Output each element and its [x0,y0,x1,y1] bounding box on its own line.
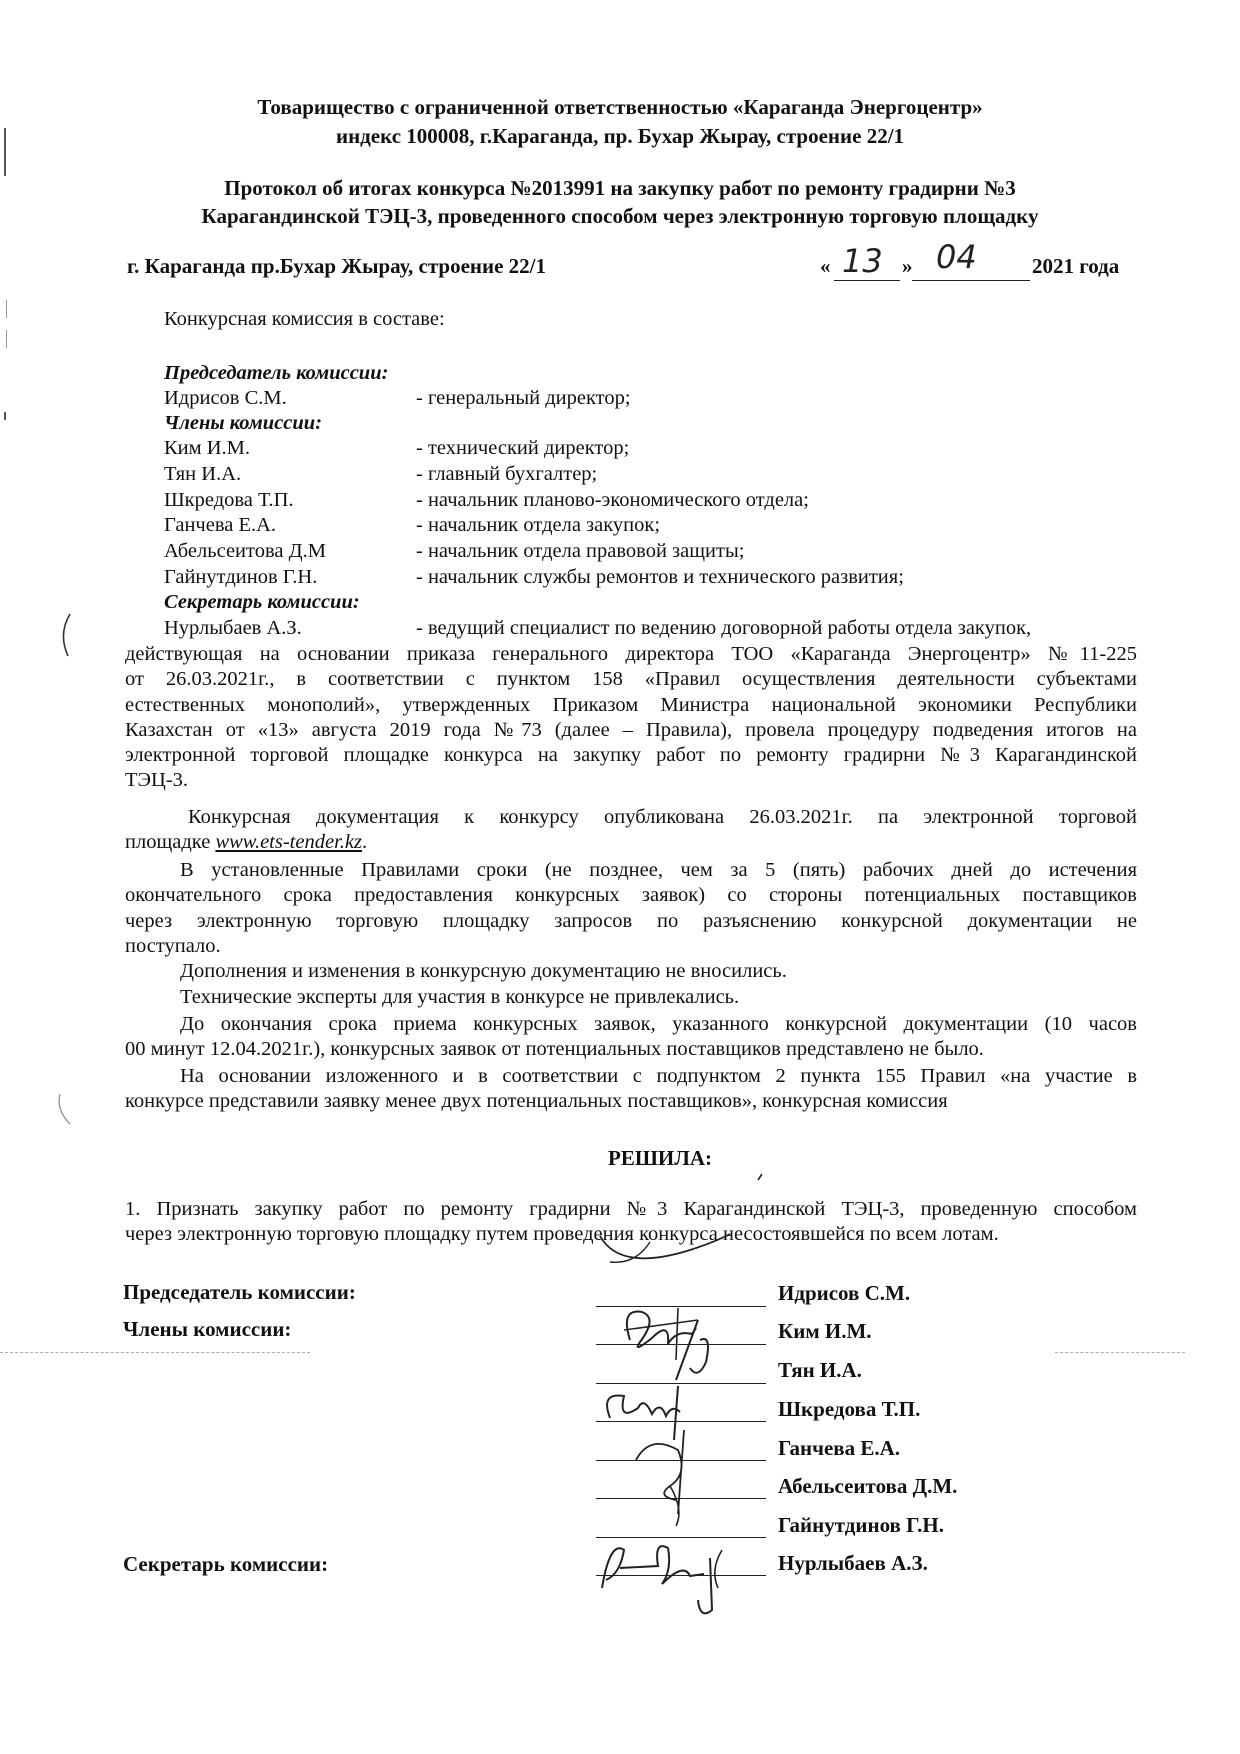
date-month-handwritten: 04 [936,238,977,276]
secretary-role: - ведущий специалист по ведению договорной работы отдела закупок, [416,617,1032,639]
paragraph-line: В установленные Правилами сроки (не позднее, чем за 5 (пять) рабочих дней до истечения [180,859,1137,881]
paragraph-line: от 26.03.2021г., в соответствии с пунктом 158 «Правил осуществления деятельности субъектами [125,668,1137,691]
member-role: - начальник службы ремонтов и технического развития; [416,566,904,588]
sign-secretary-label: Секретарь комиссии: [123,1552,329,1576]
protocol-title-line-1: Протокол об итогах конкурса №2013991 на закупку работ по ремонту градирни №3 [224,176,1016,200]
date-quote-open: « [820,254,831,278]
scan-edge-mark [6,330,7,348]
paragraph-publication [125,805,1137,856]
member-role: - начальник планово-экономического отдела; [416,489,809,511]
protocol-title-line-2: Карагандинской ТЭЦ-3, проведенного способом через электронную торговую площадку [201,204,1039,228]
member-name: Шкредова Т.П. [164,489,294,511]
paragraph-line: Конкурсная документация к конкурсу опубликована 26.03.2021г. па электронной торговой [188,806,1137,828]
paragraph-grounds [125,1064,1137,1115]
sign-members-label: Члены комиссии: [123,1317,292,1341]
paragraph-line: Казахстан от «13» августа 2019 года №73 (далее – Правила), провела процедуру подведения итогов на [125,718,1137,741]
scan-dotted-line [1055,1352,1185,1353]
members-heading: Члены комиссии: [164,412,323,434]
paragraph-line [125,830,1137,855]
signatory-name: Идрисов С.М. [778,1281,911,1305]
member-role: - начальник отдела правовой защиты; [416,540,745,562]
date-month-line [912,280,1030,281]
scan-edge-mark [4,412,6,420]
member-name: Абельсеитова Д.М [164,540,326,562]
publication-prefix: площадке [125,831,216,854]
signatory-name: Гайнутдинов Г.Н. [778,1513,944,1537]
paragraph-line: До окончания срока приема конкурсных заявок, указанного конкурсной документации (10 часов [180,1013,1137,1035]
member-name: Ганчева Е.А. [164,514,277,536]
paragraph-experts: Технические эксперты для участия в конкурсе не привлекались. [180,986,740,1008]
paragraph-line: электронной торговой площадке конкурса на закупку работ по ремонту градирни №3 Карагандинской [125,744,1137,767]
commission-intro: Конкурсная комиссия в составе: [164,308,445,330]
signatory-name: Ким И.М. [778,1319,872,1343]
scan-bracket-mark [52,610,76,660]
paragraph-line: через электронную торговую площадку путем проведения конкурса несостоявшейся по всем лотам. [125,1223,999,1246]
org-name: Товарищество с ограниченной ответственностью «Караганда Энергоцентр» [257,95,983,119]
date-day-line [834,280,900,281]
paragraph-clarifications [125,858,1137,959]
signatory-name: Ганчева Е.А. [778,1436,901,1460]
paragraph-basis [125,642,1137,794]
member-role: - главный бухгалтер; [416,463,598,485]
ets-tender-link[interactable]: www.ets-tender.kz [215,831,362,854]
paragraph-line: через электронную торговую площадку запросов по разъяснению конкурсной документации не [125,909,1137,932]
paragraph-line: поступало. [125,934,221,957]
sign-chair-label: Председатель комиссии: [123,1280,356,1304]
date-year: 2021 года [1032,254,1120,278]
chair-heading: Председатель комиссии: [164,362,389,384]
date-day-handwritten: 13 [842,242,883,280]
decision-heading: РЕШИЛА: [608,1146,713,1170]
paragraph-deadline [125,1012,1137,1063]
paragraph-line: ТЭЦ-3. [125,769,189,792]
signatory-name: Тян И.А. [778,1358,862,1382]
signatory-name: Нурлыбаев А.З. [778,1551,928,1575]
paragraph-line: 00 минут 12.04.2021г.), конкурсных заявок от потенциальных поставщиков представлено не было. [125,1038,984,1061]
member-name: Ким И.М. [164,437,251,459]
publication-suffix: . [361,831,368,854]
secretary-heading: Секретарь комиссии: [164,591,360,613]
member-name: Гайнутдинов Г.Н. [164,566,318,588]
paragraph-line: 1. Признать закупку работ по ремонту градирни №3 Карагандинской ТЭЦ-3, проведенную способом [125,1198,1137,1220]
handwritten-signatures [580,1300,800,1620]
paragraph-line: окончательного срока предоставления конкурсных заявок) со стороны потенциальных поставщиков [125,884,1137,907]
paragraph-line: На основании изложенного и в соответствии с подпунктом 2 пункта 155 Правил «на участие в [180,1065,1137,1087]
paragraph-line: конкурсе представили заявку менее двух потенциальных поставщиков», конкурсная комиссия [125,1090,948,1113]
paragraph-line: действующая на основании приказа генерального директора ТОО «Караганда Энергоцентр» №11-225 [125,643,1137,665]
document-place: г. Караганда пр.Бухар Жырау, строение 22/1 [127,254,547,278]
paragraph-amendments: Дополнения и изменения в конкурсную документацию не вносились. [180,960,787,982]
member-role: - технический директор; [416,437,630,459]
member-role: - начальник отдела закупок; [416,514,661,536]
org-address: индекс 100008, г.Караганда, пр. Бухар Жырау, строение 22/1 [335,124,905,148]
chair-role: - генеральный директор; [416,387,631,409]
signatory-name: Абельсеитова Д.М. [778,1474,958,1498]
document-date [820,238,1130,284]
scan-bracket-mark [52,1090,76,1130]
signatory-name: Шкредова Т.П. [778,1397,921,1421]
scan-dotted-line [0,1352,310,1353]
scan-edge-mark [6,300,7,318]
decision-pen-stroke [500,1170,820,1280]
paragraph-line: естественных монополий», утвержденных Приказом Министра национальной экономики Республики [125,693,1137,716]
date-quote-close: » [902,254,913,278]
chair-name: Идрисов С.М. [164,387,287,409]
member-name: Тян И.А. [164,463,242,485]
secretary-name: Нурлыбаев А.З. [164,617,302,639]
